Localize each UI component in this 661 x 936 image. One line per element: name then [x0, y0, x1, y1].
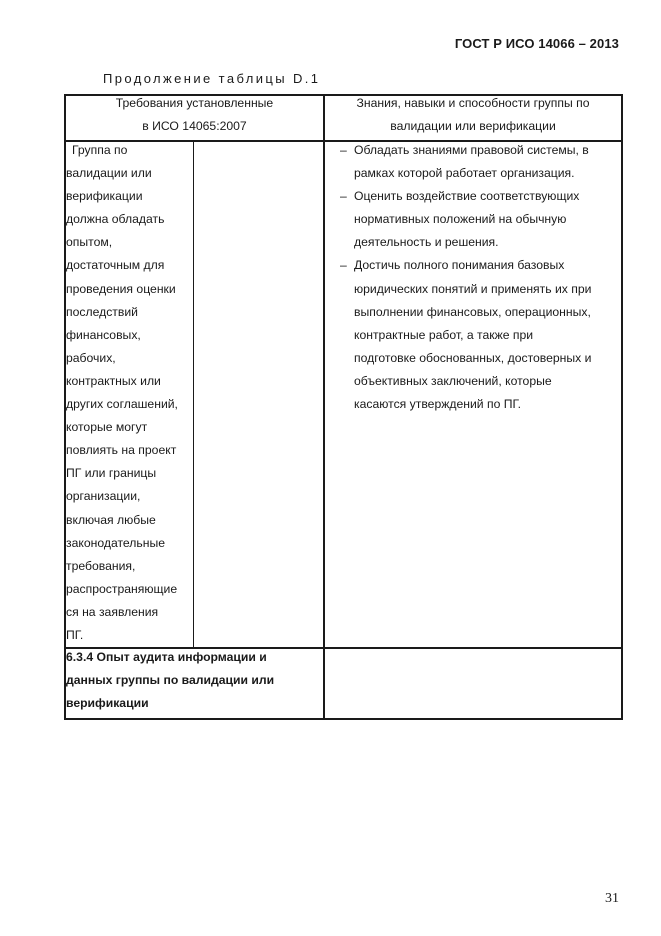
header-line: в ИСО 14065:2007: [142, 119, 247, 134]
text-line: организации,: [66, 489, 141, 504]
page-number: 31: [605, 891, 619, 906]
text-line: рамках которой работает организация.: [354, 166, 575, 181]
text-line: ПГ.: [66, 627, 84, 642]
text-line: объективных заключений, которые: [354, 373, 552, 388]
text-line: нормативных положений на обычную: [354, 212, 567, 227]
text-line: проведения оценки: [66, 281, 176, 296]
text-line: распространяющие: [66, 581, 178, 596]
text-line: должна обладать: [66, 212, 165, 227]
text-line: последствий: [66, 304, 138, 319]
text-line: валидации или: [66, 166, 152, 181]
text-line: Оценить воздействие соответствующих: [354, 189, 580, 204]
text-line: Группа по: [72, 143, 128, 157]
text-line: опытом,: [66, 235, 113, 250]
text-line: касаются утверждений по ПГ.: [354, 397, 522, 412]
list-item: [340, 139, 591, 185]
dash-marker: –: [340, 258, 347, 273]
column-header-knowledge: [325, 92, 621, 138]
text-line: деятельность и решения.: [354, 235, 499, 250]
header-line: Знания, навыки и способности группы по: [356, 96, 590, 110]
header-line: валидации или верификации: [390, 119, 556, 134]
text-line: достаточным для: [66, 258, 165, 273]
knowledge-list: [340, 139, 591, 416]
column-divider-inner: [193, 141, 194, 648]
dash-marker: –: [340, 143, 347, 157]
text-line: юридических понятий и применять их при: [354, 281, 592, 296]
text-line: законодательные: [66, 535, 166, 550]
text-line: ПГ или границы: [66, 466, 157, 481]
document-header: ГОСТ Р ИСО 14066 – 2013: [454, 36, 619, 51]
table-caption: Продолжение таблицы D.1: [103, 71, 321, 86]
list-item: [340, 254, 591, 416]
text-line: 6.3.4 Опыт аудита информации и: [66, 650, 267, 664]
text-line: которые могут: [66, 420, 148, 435]
text-line: верификации: [66, 189, 143, 204]
requirement-text: [66, 139, 178, 647]
text-line: ся на заявления: [66, 604, 159, 619]
column-divider-main: [323, 94, 325, 720]
list-item: [340, 185, 591, 254]
text-line: других соглашений,: [66, 397, 178, 412]
text-line: данных группы по валидации или: [66, 673, 275, 688]
text-line: включая любые: [66, 512, 156, 527]
header-line: Требования установленные: [115, 96, 274, 110]
text-line: подготовке обоснованных, достоверных и: [354, 350, 592, 365]
text-line: требования,: [66, 558, 136, 573]
text-line: выполнении финансовых, операционных,: [354, 304, 591, 319]
text-line: контрактных или: [66, 373, 161, 388]
text-line: повлиять на проект: [66, 443, 177, 458]
text-line: верификации: [66, 696, 149, 711]
text-line: финансовых,: [66, 327, 141, 342]
text-line: Достичь полного понимания базовых: [354, 258, 565, 273]
column-header-requirements: [66, 92, 323, 138]
text-line: контрактные работ, а также при: [354, 327, 534, 342]
dash-marker: –: [340, 189, 347, 204]
section-heading-6-3-4: [66, 646, 274, 715]
text-line: Обладать знаниями правовой системы, в: [354, 143, 589, 157]
text-line: рабочих,: [66, 350, 116, 365]
